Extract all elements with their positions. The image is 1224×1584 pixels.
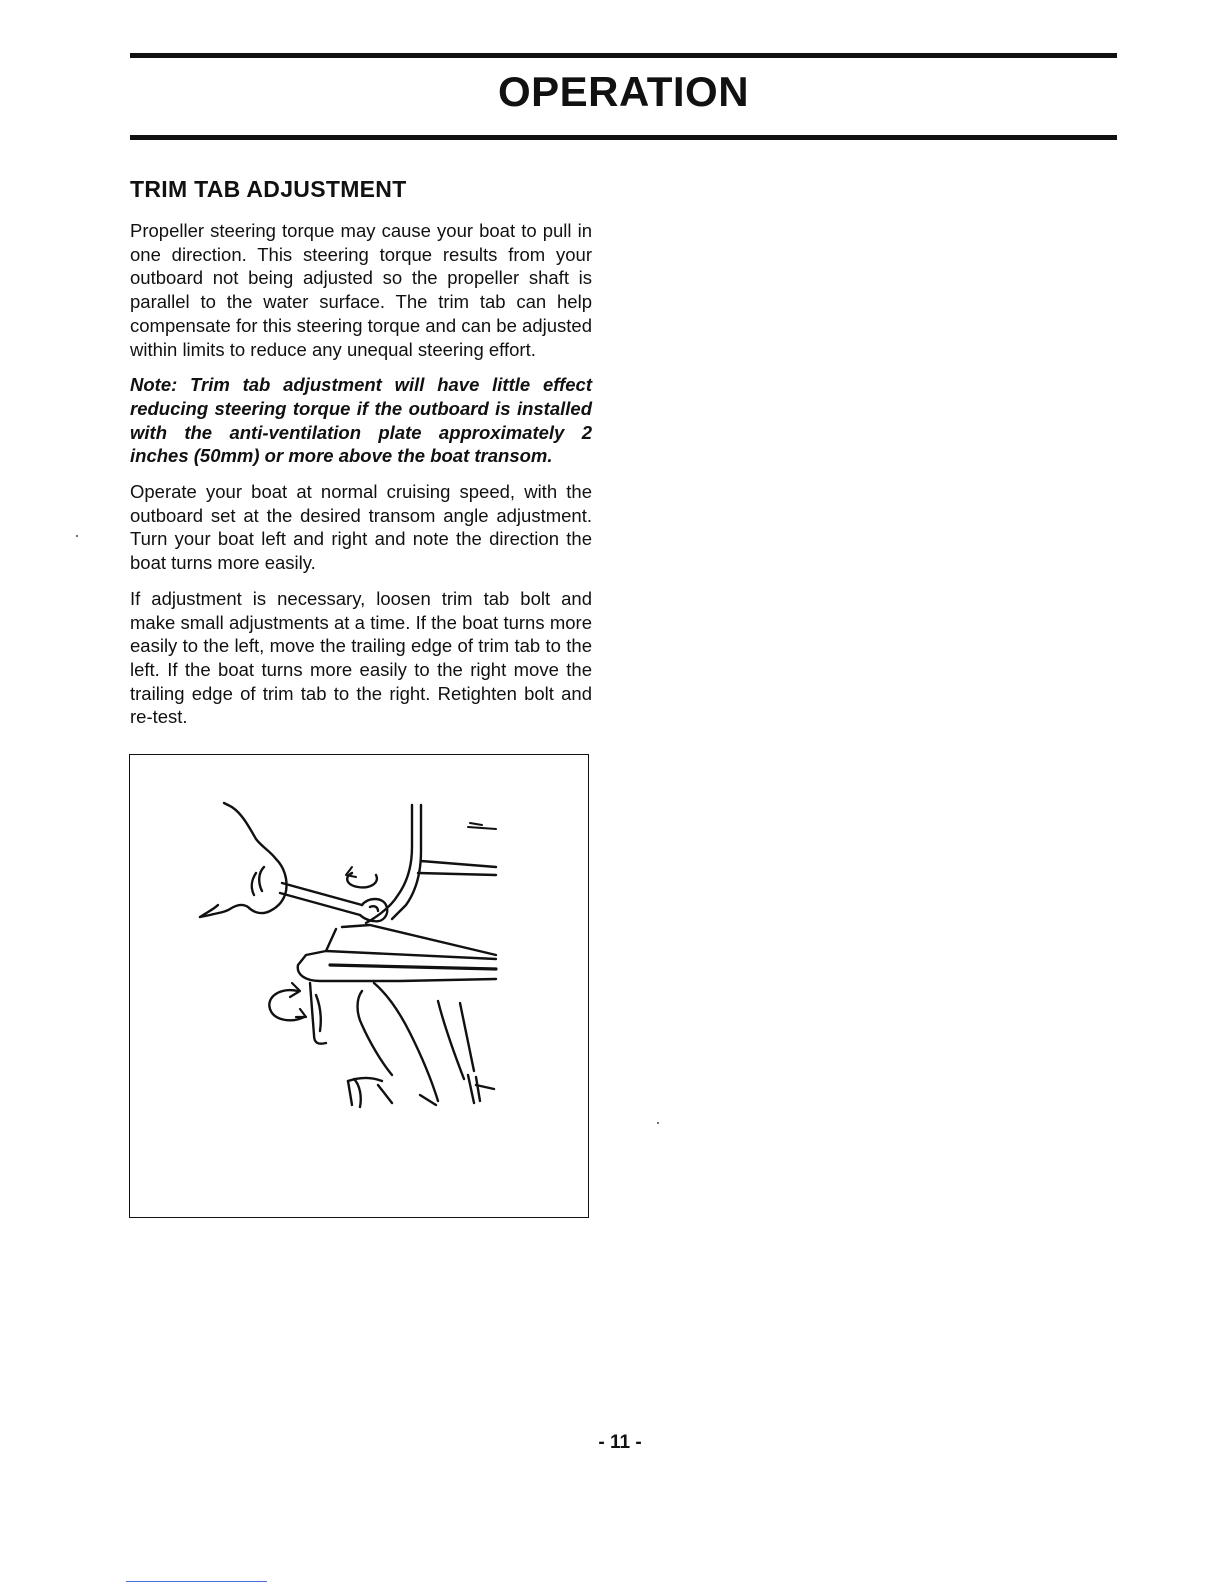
hand-icon xyxy=(200,805,287,917)
header-rule-top xyxy=(130,53,1117,58)
scan-speck xyxy=(657,1122,659,1124)
rotate-arrow-left-icon xyxy=(269,990,304,1020)
footer-link-underline xyxy=(126,1581,267,1582)
trim-tab-wrench-illustration-icon xyxy=(130,755,587,1216)
page-title: OPERATION xyxy=(497,68,750,115)
trim-tab-figure xyxy=(129,754,589,1218)
main-column xyxy=(130,172,592,741)
scan-speck xyxy=(76,535,78,537)
header-rule-bottom xyxy=(130,135,1117,140)
wrench-icon xyxy=(282,883,362,905)
paragraph-steering-torque: Propeller steering torque may cause your boat to pull in one direction. This steering torque results from your outboard not being adjusted so the propeller shaft is parallel to the water surface. The trim tab can help compensate for this steering torque and can be adjusted within limits to reduce any unequal steering effort. xyxy=(130,220,592,360)
paragraph-operate-boat: Operate your boat at normal cruising speed, with the outboard set at the desired transom angle adjustment. Turn your boat left and right and note the direction the boat turns more easily. xyxy=(130,481,592,574)
note-paragraph: Note: Trim tab adjustment will have little effect reducing steering torque if the outboard is installed with the anti-ventilation plate approximately 2 inches (50mm) or more above the boat transom. xyxy=(130,374,592,467)
page-number: - 11 - xyxy=(598,1432,642,1453)
paragraph-adjustment: If adjustment is necessary, loosen trim tab bolt and make small adjustments at a time. If the boat turns more easily to the left, move the trailing edge of trim tab to the left. If the boat turns more easily to the right move the trailing edge of trim tab to the right. Retighten bolt and re-test. xyxy=(130,587,592,728)
section-heading: TRIM TAB ADJUSTMENT xyxy=(130,176,407,202)
